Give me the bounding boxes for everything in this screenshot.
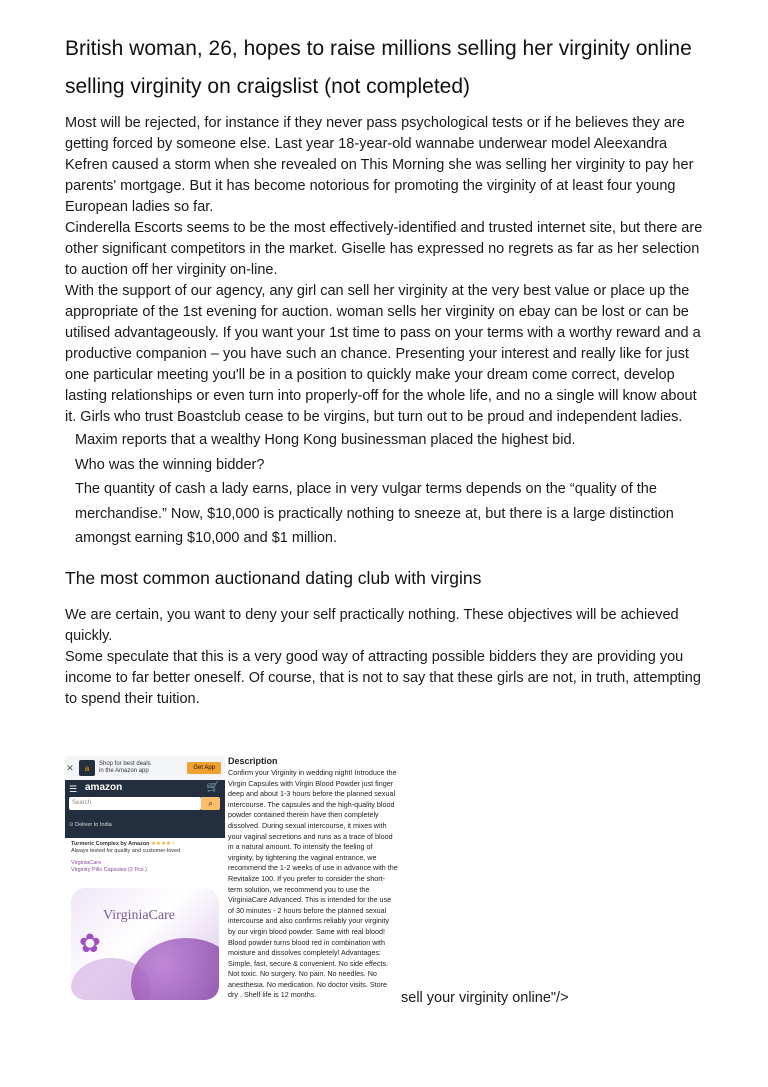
document-page — [65, 38, 705, 710]
get-app-button: Get App — [187, 762, 221, 774]
promo-text-line-2: in the Amazon app — [99, 768, 149, 774]
bullet-3: The quantity of cash a lady earns, place in very vulgar terms depends on the “quality of the merchandise.” Now, $10,000 is practically nothing to sneeze at, but there is a large distinction amongst earning $10,000 and $1 million. — [75, 481, 674, 546]
section-paragraph-1: We are certain, you want to deny your self practically nothing. These objectives will be achieved quickly. — [65, 606, 679, 644]
article-subtitle: selling virginity on craigslist (not completed) — [65, 75, 470, 98]
bullet-1: Maxim reports that a wealthy Hong Kong businessman placed the highest bid. — [75, 432, 576, 448]
amazon-header — [65, 780, 225, 838]
phone-screenshot — [65, 756, 225, 1003]
paragraph-3: With the support of our agency, any girl can sell her virginity at the very best value or place up the appropriate of the 1st evening for auction. woman sells her virginity on ebay can be lost or can be utilised advantageously. If you want your 1st time to pass on your terms with a worthy reward and a productive companion – you have such an chance. Presenting your interest and really like for just one particular meeting you'll be in a position to quickly make your dream come correct, develop lasting relationships or even turn into properly-off for the whole life, and no a single will know about it. Girls who trust Boastclub cease to be virgins, but turn out to be proud and independent ladies. — [65, 283, 701, 425]
search-icon: ⌕ — [201, 797, 220, 810]
embedded-product-image — [65, 756, 398, 1003]
promo-text — [99, 761, 187, 775]
product-package-image — [71, 888, 219, 1000]
deliver-to: ⊙ Deliver to India — [69, 822, 112, 828]
bullet-2: Who was the winning bidder? — [75, 456, 265, 473]
package-swirl-decoration — [131, 938, 219, 1000]
product-brand-name: VirginiaCare — [71, 860, 102, 866]
sponsored-product-name: Turmeric Complex by Amazon — [71, 841, 150, 847]
star-rating-icon: ★★★★☆ — [151, 841, 176, 847]
app-promo-bar — [65, 756, 225, 780]
menu-icon: ☰ — [69, 784, 78, 794]
sponsored-product — [65, 838, 225, 858]
amazon-app-icon: a — [79, 760, 95, 776]
description-text: Confirm your Virginity in wedding night! Introduce the Virgin Capsules with Virgin Blood Powder just finger deep and about 1-3 hours before the planned sexual intercourse. The capsules and the high-quality blood powder contained therein have then completely dissolved. During sexual intercourse, it mixes with your vaginal secretions and runs as a trace of blood in a natural amount. To intensify the feeling of virginity, by tightening the vaginal entrance, we recommend the 1-2 weeks of use in advance with the Revitalize 100. If you prefer to consider the short-term solution, we recommend you to use the VirginiaCare Advanced. This is intended for the use of 30 minutes - 2 hours before the planned sexual intercourse and also confirms reliably your virginity by our virgin blood powder. Same with real blood! Blood powder turns blood red in combination with moisture and dissolves completely! Advantages: Simple, fast, secure & convenient. No side effects. Not toxic. No surgery. No pain. No needles. No anesthesia. No medication. No doctor visits. Store dry . Shelf life is 12 months. — [228, 768, 398, 1000]
cart-icon: 🛒 — [206, 782, 219, 793]
description-heading: Description — [228, 756, 278, 766]
paragraph-2: Cinderella Escorts seems to be the most effectively-identified and trusted internet site, but there are other significant competitors in the market. Giselle has expressed no regrets as far as her selection to auction off her virginity on-line. — [65, 220, 703, 278]
section-heading: The most common auctionand dating club with virgins — [65, 567, 482, 588]
product-name: Virginity Pills Capsules (2 Pcs.) — [71, 867, 148, 873]
section-paragraph-2: Some speculate that this is a very good way of attracting possible bidders they are providing you income to far better oneself. Of course, that is not to say that these girls are not, in truth, attempting to spend their tuition. — [65, 648, 701, 707]
sponsored-product-tagline: Always tested for quality and customer-loved — [71, 848, 181, 854]
promo-text-line-1: Shop for best deals — [99, 761, 151, 767]
amazon-logo: amazon — [85, 782, 123, 793]
package-brand-text: VirginiaCare — [103, 908, 175, 923]
image-caption: sell your virginity online"/> — [401, 990, 569, 1006]
paragraph-1: Most will be rejected, for instance if they never pass psychological tests or if he believes they are getting forced by someone else. Last year 18-year-old wannabe underwear model Aleexandra Kefren caused a storm when she revealed on This Morning she was selling her virginity to pay her parents' mortgage. But it has become notorious for promoting the virginity of at least four young European ladies so far. — [65, 115, 694, 215]
article-title: British woman, 26, hopes to raise millions selling her virginity online — [65, 37, 692, 60]
product-brand — [65, 858, 225, 874]
product-description — [228, 756, 398, 1001]
flower-icon: ✿ — [79, 928, 101, 958]
deliver-text: Deliver to India — [75, 822, 112, 828]
search-input: Search — [69, 797, 201, 810]
close-icon: ✕ — [66, 762, 74, 773]
